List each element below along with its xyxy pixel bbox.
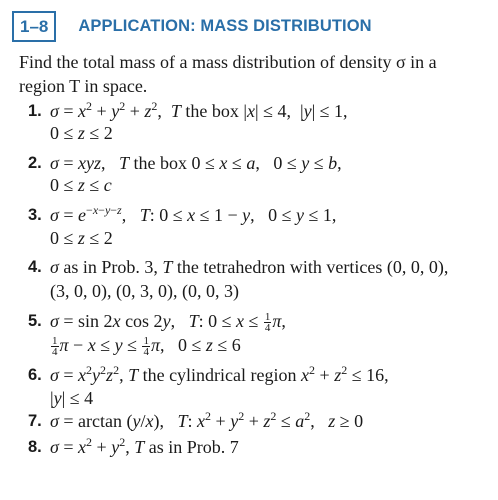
problem-number: 3. xyxy=(28,206,42,224)
problem-text-line: σ = sin 2x cos 2y, T: 0 ≤ x ≤ $\frac{1}{4}$ π, xyxy=(50,311,286,335)
problem-text-line: $\sigma = x^2y^2z^2$, T the cylindrical region $x^2 + z^2 \le 16$, xyxy=(50,363,389,385)
problem-text-line: σ = xyz, T the box 0 ≤ x ≤ a, 0 ≤ y ≤ b, xyxy=(50,153,342,173)
section-header xyxy=(10,8,490,44)
problem-text-line: (3, 0, 0), (0, 3, 0), (0, 0, 3) xyxy=(50,281,239,301)
problem-number: 1. xyxy=(28,102,42,120)
problem-number: 2. xyxy=(28,154,42,172)
problem-number: 7. xyxy=(28,412,42,430)
problem-text-line: $\sigma = x^2 + y^2 + z^2$, T the box |x| ≤ 4, |y| ≤ 1, xyxy=(50,99,348,121)
problem-number: 6. xyxy=(28,366,42,384)
problem-text-line: |y| ≤ 4 xyxy=(50,388,94,408)
problem-text-line: σ = arctan (y/x), T: $x^2 + y^2 + z^2 \le a^2$, z ≥ 0 xyxy=(50,409,364,431)
problem-text-line: 0 ≤ z ≤ 2 xyxy=(50,123,113,143)
problem-text-line: σ as in Prob. 3, T the tetrahedron with vertices (0, 0, 0), xyxy=(50,257,449,277)
section-number-badge: 1–8 xyxy=(12,11,56,42)
problem-text-line: $\sigma = x^2 + y^2$, T as in Prob. 7 xyxy=(50,435,239,457)
intro-text: Find the total mass of a mass distribution of density σ in a region T in space. xyxy=(19,52,437,96)
problem-text-line: 0 ≤ z ≤ 2 xyxy=(50,228,113,248)
problem-number: 5. xyxy=(28,312,42,330)
problem-number: 8. xyxy=(28,438,42,456)
problem-text-line: 0 ≤ z ≤ c xyxy=(50,175,112,195)
problem-text-line: $\frac{1}{4}$ π − x ≤ y ≤ $\frac{1}{4}$ π, 0 ≤ z ≤ 6 xyxy=(52,335,241,359)
section-title: APPLICATION: MASS DISTRIBUTION xyxy=(78,16,372,35)
problem-text-line: $\sigma = e^{-x-y-z}$, T: 0 ≤ x ≤ 1 − y, 0 ≤ y ≤ 1, xyxy=(50,203,337,225)
problem-number: 4. xyxy=(28,258,42,276)
